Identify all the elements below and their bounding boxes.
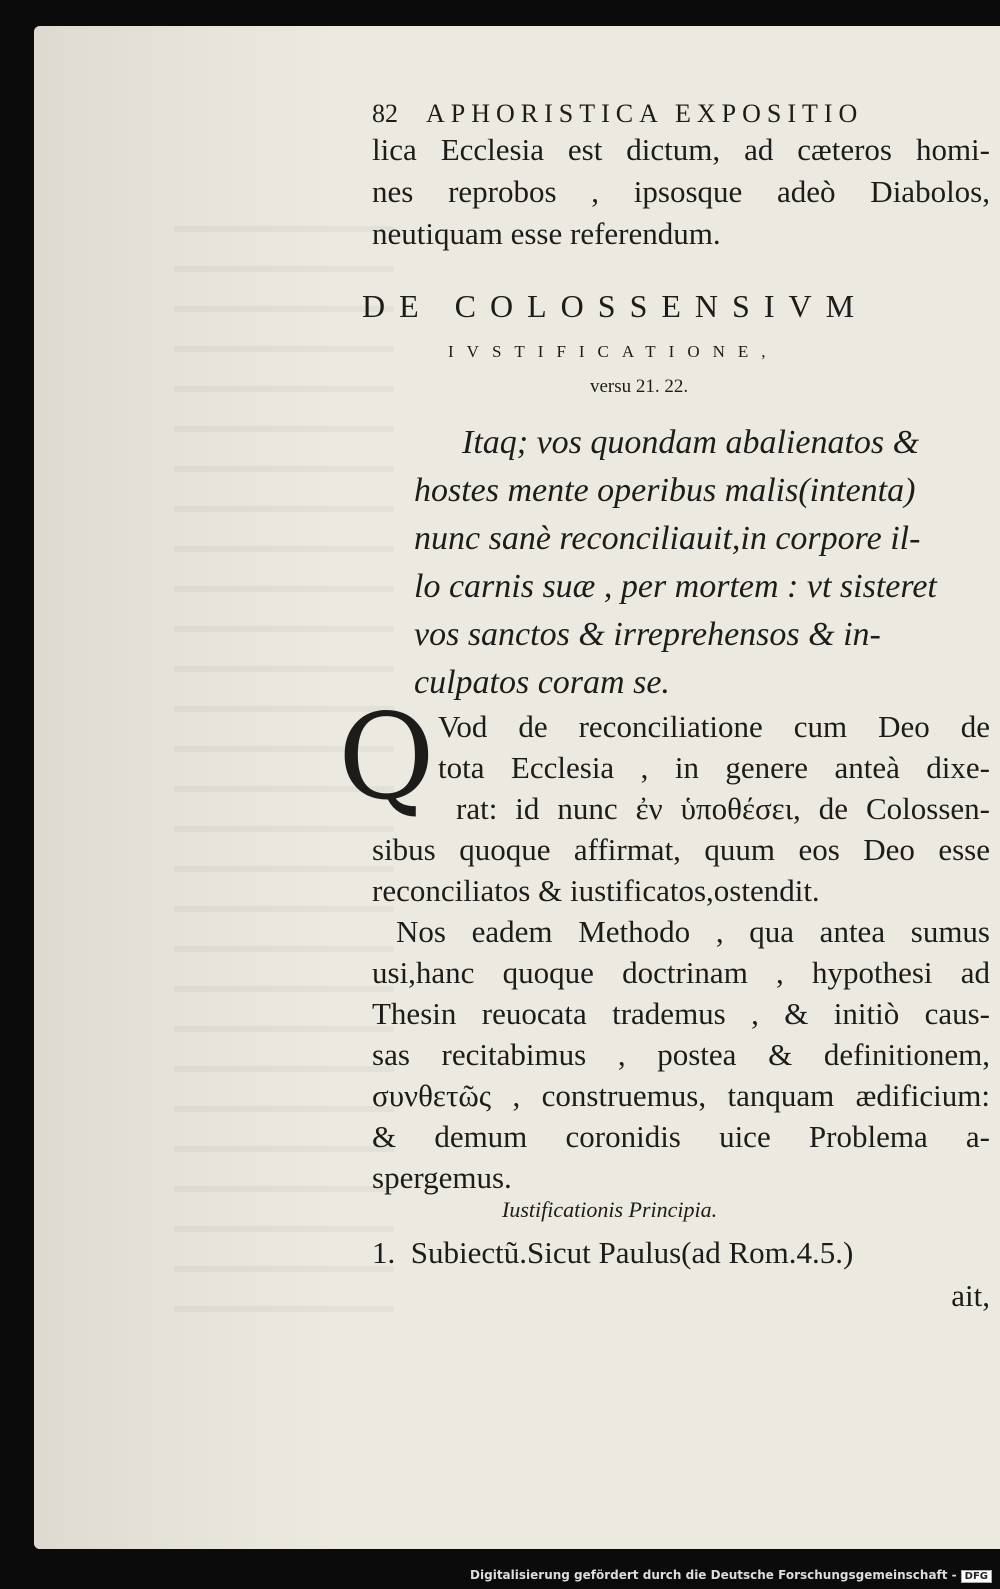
intro-line: nes reprobos , ipsosque adeò Diabolos, [372,174,990,209]
para1-line: reconciliatos & iustificatos,ostendit. [372,873,820,908]
para2-line: sas recitabimus , postea & definitionem, [372,1037,990,1072]
section-title: DE COLOSSENSIVM [362,288,869,324]
text-block [332,26,1000,1549]
book-page [34,26,1000,1549]
quote-line: culpatos coram se. [414,664,670,701]
page-number: 82 [372,99,398,128]
para2-line: & demum coronidis uice Problema a- [372,1119,990,1154]
para1-line: sibus quoque affirmat, quum eos Deo esse [372,832,990,867]
para1-line: rat: id nunc ἐν ὑποθέσει, de Colossen- [456,791,990,826]
running-header [372,99,863,129]
subheading: Iustificationis Principia. [502,1197,718,1222]
para2-line: spergemus. [372,1160,512,1195]
para1-line: Vod de reconciliatione cum Deo de [438,709,990,744]
para2-line: συνθετῶς , construemus, tanquam ædificium: [372,1078,990,1113]
verse-reference: versu 21. 22. [590,376,689,397]
quote-line: hostes mente operibus malis(intenta) [414,472,916,509]
quote-line: Itaq; vos quondam abalienatos & [462,424,920,461]
para2-line: Thesin reuocata trademus , & initiò caus- [372,996,990,1031]
para1-line: tota Ecclesia , in genere anteà dixe- [438,750,990,785]
quote-line: lo carnis suæ , per mortem : vt sisteret [414,568,937,605]
dfg-logo: DFG [961,1570,992,1583]
footer-credit [470,1568,992,1583]
footer-text: Digitalisierung gefördert durch die Deutsche Forschungsgemeinschaft - [470,1568,957,1582]
para2-line: Nos eadem Methodo , qua antea sumus [396,914,990,949]
section-subtitle: IVSTIFICATIONE, [448,342,779,361]
quote-line: nunc sanè reconciliauit,in corpore il- [414,520,921,557]
intro-line: neutiquam esse referendum. [372,216,721,251]
quote-line: vos sanctos & irreprehensos & in- [414,616,881,653]
list-item: 1. Subiectũ.Sicut Paulus(ad Rom.4.5.) [372,1235,854,1270]
catchword: ait, [951,1278,990,1313]
intro-line: lica Ecclesia est dictum, ad cæteros homi- [372,132,990,167]
running-title: APHORISTICA EXPOSITIO [426,99,864,128]
para2-line: usi,hanc quoque doctrinam , hypothesi ad [372,955,990,990]
drop-cap: Q [338,688,435,826]
